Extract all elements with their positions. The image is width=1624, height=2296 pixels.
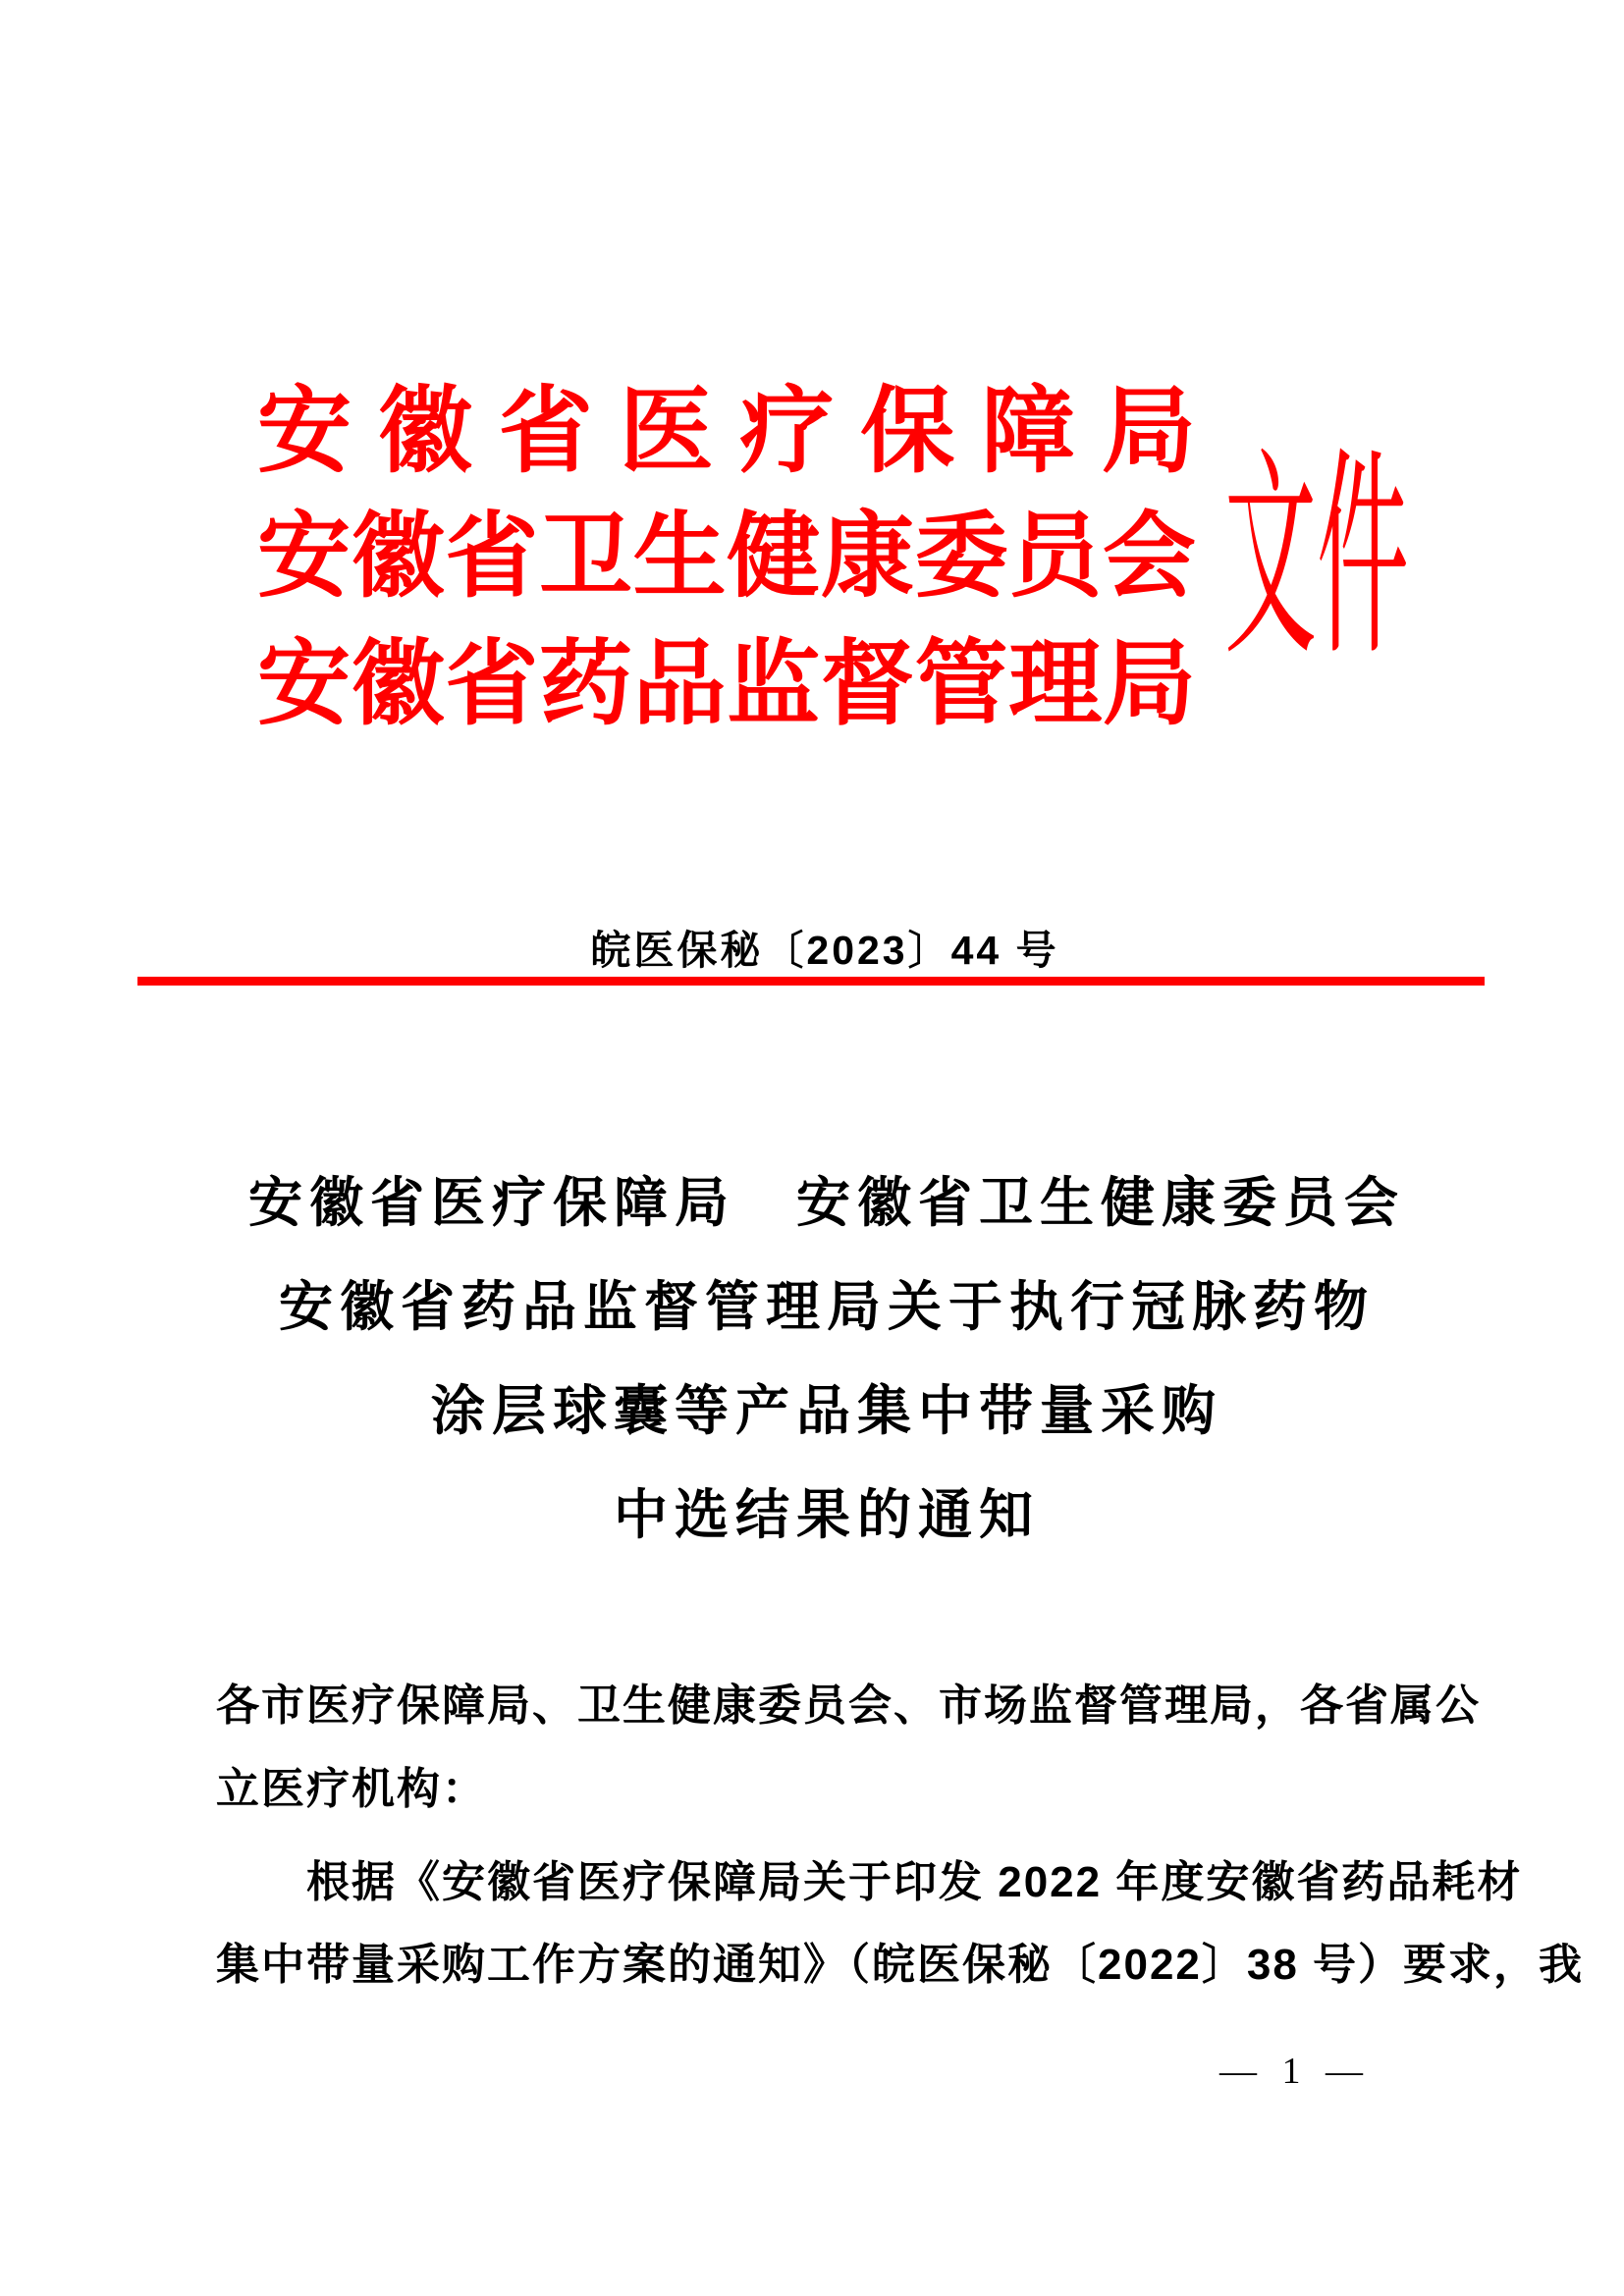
agency-name-char: 药	[538, 632, 632, 736]
title-line-1: 安徽省医疗保障局 安徽省卫生健康委员会	[247, 1172, 1405, 1233]
agency-name-char: 省	[498, 379, 593, 484]
agency-name-char: 安	[257, 379, 352, 484]
agency-name-char: 局	[1102, 632, 1196, 736]
agency-name-char: 会	[1102, 505, 1196, 609]
document-number: 皖医保秘〔2023〕44 号	[590, 928, 1059, 973]
agency-name-char: 局	[1101, 379, 1196, 484]
agency-name-char: 康	[820, 505, 914, 609]
agency-name-char: 委	[914, 505, 1008, 609]
title-line-3: 涂层球囊等产品集中带量采购	[430, 1380, 1222, 1441]
agency-name-char: 员	[1008, 505, 1103, 609]
agency-name-health-commission	[257, 505, 1196, 609]
agency-name-medical-security-bureau	[257, 379, 1196, 484]
agency-name-char: 徽	[351, 505, 445, 609]
agency-name-char: 疗	[739, 379, 835, 484]
agency-name-char: 省	[445, 505, 539, 609]
agency-name-char: 徽	[377, 379, 472, 484]
agency-name-char: 省	[445, 632, 539, 736]
body-text-paragraph-line-1: 根据《安徽省医疗保障局关于印发 2022 年度安徽省药品耗材	[306, 1858, 1523, 1906]
page-number: — 1 —	[1219, 2051, 1371, 2092]
doc-type-label: 文件	[1224, 438, 1410, 683]
agency-name-char: 品	[632, 632, 727, 736]
body-text-addressees-line-2: 立医疗机构：	[216, 1765, 487, 1813]
agency-name-char: 理	[1008, 632, 1103, 736]
agency-name-char: 保	[860, 379, 955, 484]
red-divider-line	[137, 977, 1485, 986]
agency-name-char: 管	[914, 632, 1008, 736]
body-text-paragraph-line-2: 集中带量采购工作方案的通知》（皖医保秘〔2022〕38 号）要求，我	[216, 1941, 1585, 1989]
title-line-4: 中选结果的通知	[613, 1484, 1040, 1545]
agency-name-char: 健	[727, 505, 821, 609]
agency-name-drug-administration	[257, 632, 1196, 736]
document-title	[130, 1150, 1524, 1567]
agency-name-char: 卫	[538, 505, 632, 609]
title-line-2: 安徽省药品监督管理局关于执行冠脉药物	[278, 1276, 1375, 1337]
agency-name-char: 安	[257, 505, 352, 609]
agency-name-char: 徽	[351, 632, 445, 736]
agency-name-char: 生	[632, 505, 727, 609]
agency-name-char: 医	[619, 379, 714, 484]
agency-name-char: 监	[727, 632, 821, 736]
body-text-addressees-line-1: 各市医疗保障局、卫生健康委员会、市场监督管理局，各省属公	[216, 1682, 1481, 1730]
agency-name-char: 安	[257, 632, 352, 736]
agency-name-char: 督	[820, 632, 914, 736]
agency-name-char: 障	[981, 379, 1076, 484]
